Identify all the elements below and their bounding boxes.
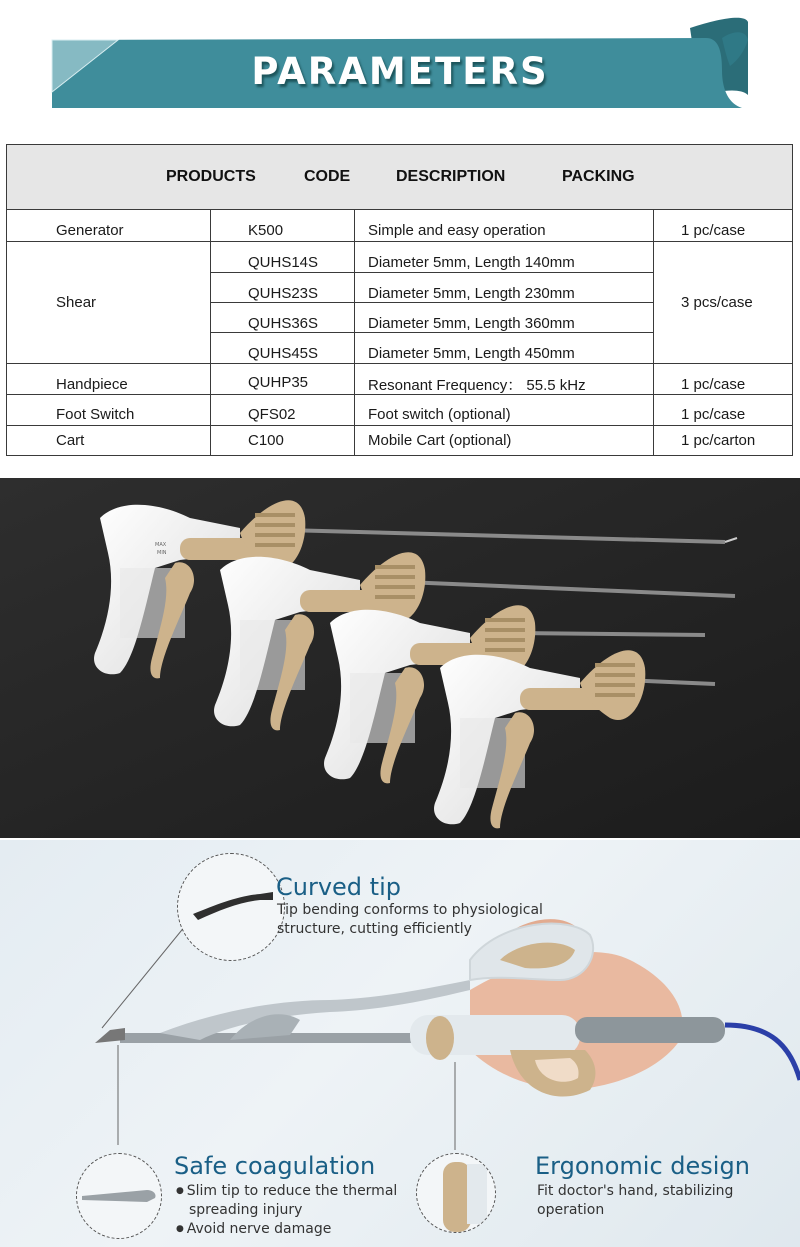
cell-code: QUHS14S (248, 254, 319, 271)
row-divider (210, 332, 654, 333)
curved-tip-line: structure, cutting efficiently (277, 921, 472, 937)
product-photo (0, 478, 800, 838)
ergonomic-line: Fit doctor's hand, stabilizing (537, 1183, 734, 1199)
curved-tip-zoom (177, 853, 285, 961)
ergonomic-design-description (537, 1182, 733, 1220)
header-products: PRODUCTS (166, 168, 256, 185)
safe-coagulation-title: Safe coagulation (174, 1152, 376, 1180)
cell-description: Diameter 5mm, Length 450mm (368, 345, 575, 362)
table-row (7, 364, 792, 395)
parameters-table (6, 144, 793, 456)
cell-code: QUHS36S (248, 315, 319, 332)
cell-packing: 1 pc/case (681, 222, 746, 239)
table-row (7, 395, 792, 426)
curved-tip-icon (178, 854, 284, 960)
cell-description: Diameter 5mm, Length 140mm (368, 254, 575, 271)
cell-code: C100 (248, 432, 284, 449)
cell-packing: 1 pc/case (681, 376, 746, 393)
ergonomic-design-title: Ergonomic design (535, 1152, 750, 1180)
cell-description: Diameter 5mm, Length 230mm (368, 285, 575, 302)
safe-coagulation-description (176, 1182, 397, 1239)
row-divider (210, 302, 654, 303)
cell-code: K500 (248, 222, 284, 239)
cell-product: Cart (56, 432, 85, 449)
cell-description: Diameter 5mm, Length 360mm (368, 315, 575, 332)
handle-label-max: MAX (155, 542, 167, 548)
cell-packing: 1 pc/case (681, 406, 746, 423)
parameters-banner (0, 0, 800, 130)
handle-grip-zoom (416, 1153, 496, 1233)
curved-tip-line: Tip bending conforms to physiological (277, 902, 543, 918)
cell-code: QUHS23S (248, 285, 319, 302)
cell-product: Generator (56, 222, 124, 239)
cell-description: Mobile Cart (optional) (368, 432, 512, 449)
cell-packing: 1 pc/carton (681, 432, 756, 449)
slim-tip-zoom (76, 1153, 162, 1239)
slim-tip-icon (77, 1154, 161, 1238)
bullet-item: ● Slim tip to reduce the thermal (176, 1182, 397, 1201)
cell-packing: 3 pcs/case (681, 294, 753, 311)
features-panel (0, 840, 800, 1247)
handle-grip-icon (417, 1154, 495, 1232)
bullet-item: ● Avoid nerve damage (176, 1220, 397, 1239)
header-code: CODE (304, 168, 351, 185)
cell-product: Handpiece (56, 376, 128, 393)
curved-tip-title: Curved tip (276, 873, 401, 901)
table-header (7, 145, 792, 210)
bullet-continuation: spreading injury (189, 1202, 303, 1218)
table-row (7, 426, 792, 455)
row-divider (210, 272, 654, 273)
cell-description: Resonant Frequency： 55.5 kHz (368, 377, 586, 394)
cell-product: Foot Switch (56, 406, 135, 423)
handle-label-min: MIN (157, 550, 167, 556)
header-description: DESCRIPTION (396, 168, 506, 185)
cell-code: QFS02 (248, 406, 296, 423)
ergonomic-line: operation (537, 1202, 605, 1218)
curved-tip-description (277, 901, 543, 939)
shears-illustration (0, 478, 800, 838)
cell-code: QUHS45S (248, 345, 319, 362)
cell-description: Simple and easy operation (368, 222, 546, 239)
cell-code: QUHP35 (248, 374, 309, 391)
cell-product: Shear (56, 294, 97, 311)
table-row (7, 209, 792, 242)
cell-description: Foot switch (optional) (368, 406, 511, 423)
page-title: PARAMETERS (251, 50, 549, 93)
header-packing: PACKING (562, 168, 635, 185)
